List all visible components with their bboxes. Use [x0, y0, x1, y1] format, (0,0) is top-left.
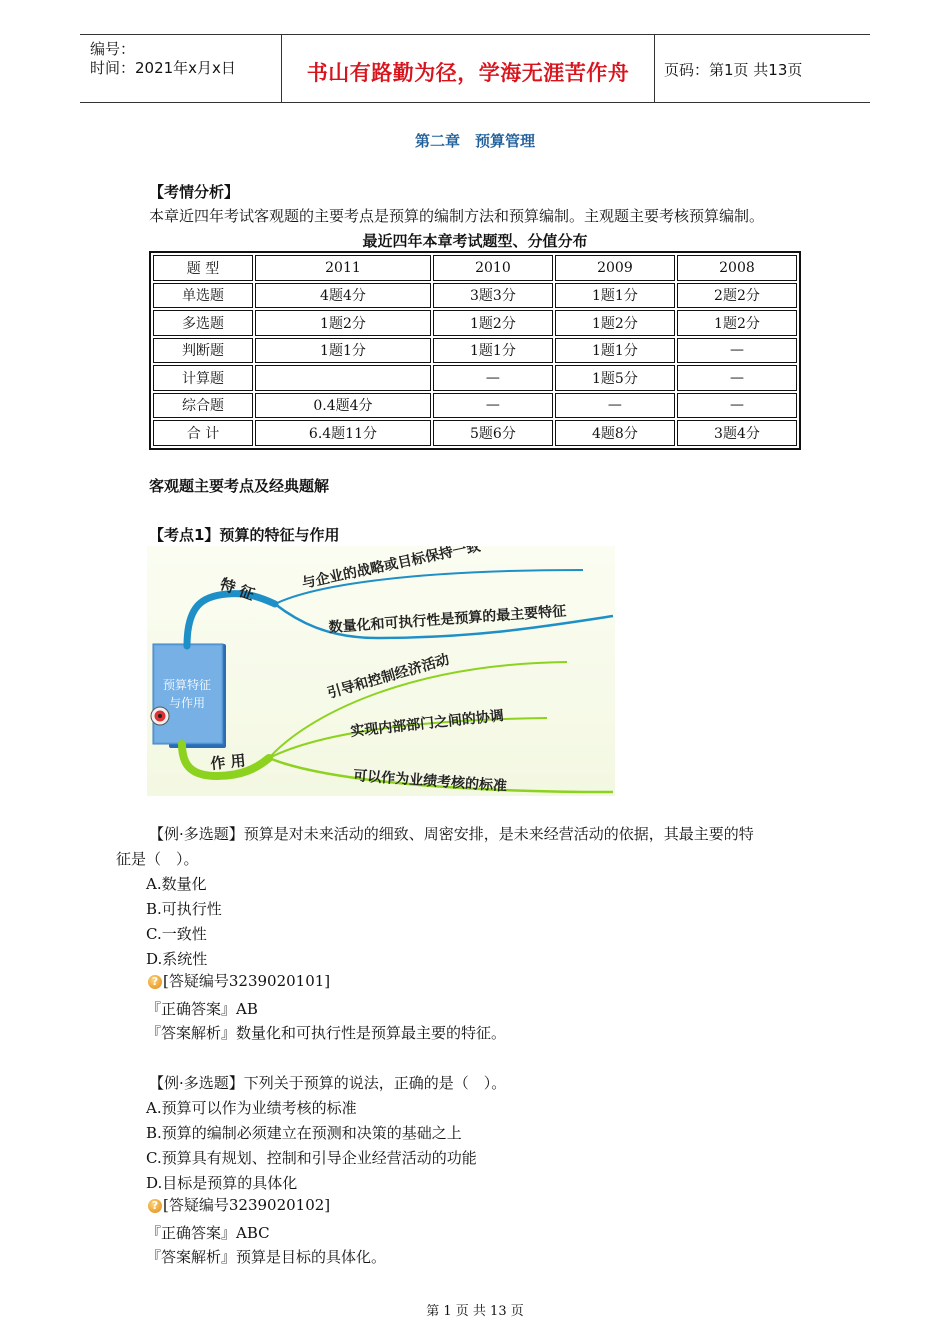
roles-branch-label: 作 用: [209, 751, 247, 773]
example2-stem: 【例·多选题】下列关于预算的说法，正确的是（ ）。: [149, 1074, 507, 1092]
example2-option: A.预算可以作为业绩考核的标准: [146, 1099, 357, 1117]
table-row: [153, 420, 797, 446]
table-title: 最近四年本章考试题型、分值分布: [362, 232, 588, 250]
table-header-cell: 2008: [677, 255, 797, 281]
feature-item: 数量化和可执行性是预算的最主要特征: [328, 603, 567, 636]
feature-item: 与企业的战略或目标保持一致: [300, 546, 482, 592]
example1-analysis: 『答案解析』数量化和可执行性是预算最主要的特征。: [146, 1024, 507, 1042]
header-page-info: 页码：第1页 共13页: [664, 61, 803, 79]
table-cell: 1题5分: [555, 365, 675, 391]
chapter-title: 第二章 预算管理: [414, 132, 535, 150]
table-header-cell: 2010: [433, 255, 553, 281]
header-right-cell: [654, 35, 870, 102]
analysis-heading: 【考情分析】: [149, 183, 240, 201]
table-cell: 综合题: [153, 393, 253, 419]
section-heading: 客观题主要考点及经典题解: [149, 477, 330, 495]
page-header: [80, 34, 870, 103]
table-cell: 多选题: [153, 310, 253, 336]
example2-option: D.目标是预算的具体化: [146, 1174, 298, 1192]
document-time-label: 时间：2021年x月x日: [90, 59, 236, 77]
example1-answer: 『正确答案』AB: [146, 1000, 258, 1018]
table-cell: —: [433, 393, 553, 419]
header-left-cell: [80, 35, 280, 102]
example2-qa-line: [148, 1194, 330, 1215]
table-header-row: [153, 255, 797, 281]
table-cell: 1题1分: [255, 338, 431, 364]
table-cell: 6.4题11分: [255, 420, 431, 446]
point1-heading: 【考点1】预算的特征与作用: [149, 526, 340, 544]
table-cell: [255, 365, 431, 391]
role-item: 可以作为业绩考核的标准: [352, 768, 508, 795]
table-cell: 1题2分: [677, 310, 797, 336]
example1-stem-line1: 【例·多选题】预算是对未来活动的细致、周密安排，是未来经营活动的依据，其最主要的特: [149, 825, 754, 843]
mindmap-center-line2: 与作用: [168, 696, 206, 710]
header-center-cell: [281, 35, 655, 102]
table-cell: 3题3分: [433, 283, 553, 309]
table-row: [153, 393, 797, 419]
document-number-label: 编号：: [90, 40, 136, 58]
table-cell: 5题6分: [433, 420, 553, 446]
table-cell: 1题1分: [555, 338, 675, 364]
page-footer: 第 1 页 共 13 页: [426, 1304, 524, 1319]
example1-stem-line2: 征是（ ）。: [116, 850, 199, 868]
table-cell: 4题4分: [255, 283, 431, 309]
example2-analysis: 『答案解析』预算是目标的具体化。: [146, 1248, 387, 1266]
example1-option: D.系统性: [146, 950, 208, 968]
score-distribution-table: [149, 251, 801, 450]
header-motto: 书山有路勤为径，学海无涯苦作舟: [306, 61, 630, 85]
table-header-cell: 2011: [255, 255, 431, 281]
table-cell: —: [433, 365, 553, 391]
example1-option: A.数量化: [146, 875, 207, 893]
table-cell: —: [677, 365, 797, 391]
example1-qa-id[interactable]: [答疑编号3239020101]: [163, 972, 331, 990]
analysis-body: 本章近四年考试客观题的主要考点是预算的编制方法和预算编制。主观题主要考核预算编制。: [149, 207, 765, 225]
table-cell: 2题2分: [677, 283, 797, 309]
mindmap-center-line1: 预算特征: [162, 678, 212, 692]
table-row: [153, 338, 797, 364]
example2-answer: 『正确答案』ABC: [146, 1224, 270, 1242]
role-item: 实现内部部门之间的协调: [349, 707, 505, 740]
table-cell: 1题1分: [555, 283, 675, 309]
table-cell: 计算题: [153, 365, 253, 391]
table-cell: —: [677, 393, 797, 419]
example2-qa-id[interactable]: [答疑编号3239020102]: [163, 1196, 331, 1214]
example1-qa-line: [148, 970, 330, 991]
table-cell: 合 计: [153, 420, 253, 446]
table-cell: 1题2分: [555, 310, 675, 336]
table-cell: 1题1分: [433, 338, 553, 364]
table-header-cell: 2009: [555, 255, 675, 281]
question-icon: ?: [148, 1199, 162, 1213]
example2-option: C.预算具有规划、控制和引导企业经营活动的功能: [146, 1149, 477, 1167]
table-row: [153, 365, 797, 391]
mindmap-graphic: [147, 546, 615, 796]
mindmap-center-node: [151, 644, 226, 748]
table-cell: —: [677, 338, 797, 364]
example2-option: B.预算的编制必须建立在预测和决策的基础之上: [146, 1124, 462, 1142]
table-row: [153, 310, 797, 336]
role-item: 引导和控制经济活动: [325, 651, 452, 702]
table-cell: 1题2分: [433, 310, 553, 336]
features-branch-label: 特 征: [217, 574, 257, 604]
table-header-cell: 题 型: [153, 255, 253, 281]
features-branch-line: [187, 594, 275, 646]
example1-option: C.一致性: [146, 925, 207, 943]
table-cell: 3题4分: [677, 420, 797, 446]
table-cell: 单选题: [153, 283, 253, 309]
table-cell: —: [555, 393, 675, 419]
table-cell: 4题8分: [555, 420, 675, 446]
example1-option: B.可执行性: [146, 900, 222, 918]
table-cell: 0.4题4分: [255, 393, 431, 419]
question-icon: ?: [148, 975, 162, 989]
budget-mindmap: [147, 546, 615, 796]
table-row: [153, 283, 797, 309]
table-cell: 1题2分: [255, 310, 431, 336]
table-cell: 判断题: [153, 338, 253, 364]
